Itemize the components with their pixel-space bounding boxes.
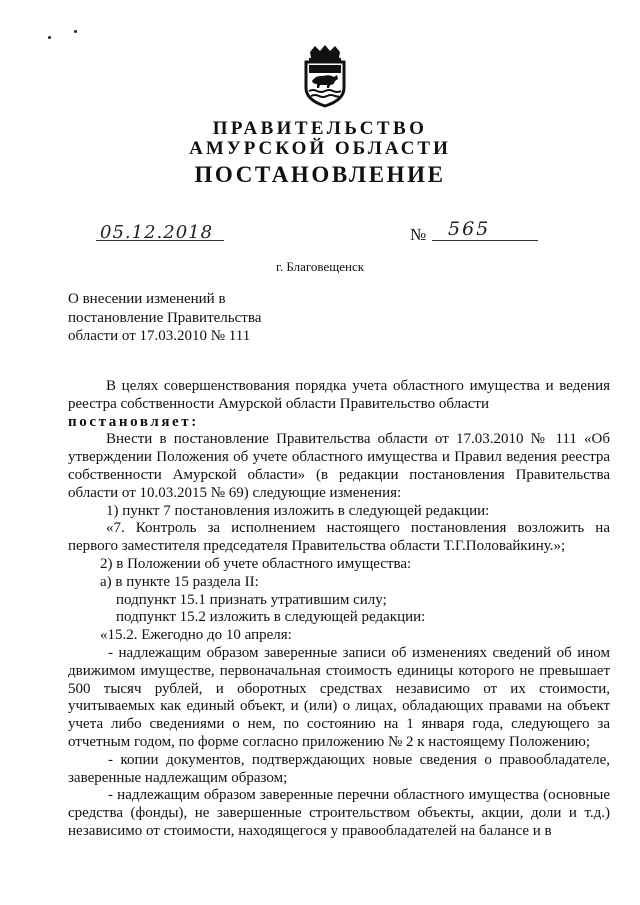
coat-of-arms-icon [296, 44, 354, 108]
body-paragraph: - надлежащим образом заверенные записи об изменениях сведений об ином движимом имуществе, первоначальная стоимость единицы которого не превышает 500 тысяч рублей, и оборотных средствах независимо от их стоимости, учитываемых как единый объект, и (или) о лицах, обладающих правами на объект учета либо сведениями о нем, по состоянию на 1 января года, следующего за отчетным годом, по форме согласно приложению № 2 к настоящему Положению; [68, 644, 610, 750]
header-region: АМУРСКОЙ ОБЛАСТИ [189, 138, 451, 159]
subject-block [68, 290, 261, 346]
body-paragraph: 2) в Положении об учете областного имущества: [100, 555, 412, 572]
body-paragraph: а) в пункте 15 раздела II: [100, 573, 259, 590]
decree-word: постановляет: [68, 413, 199, 430]
body-paragraph: «7. Контроль за исполнением настоящего постановления возложить на первого заместителя председателя Правительства области Т.Г.Половайкину.»; [68, 520, 610, 555]
body-paragraph: - копии документов, подтверждающих новые сведения о правообладателе, заверенные надлежащим образом; [68, 751, 610, 786]
scan-speck [74, 30, 77, 33]
body-paragraph: подпункт 15.2 изложить в следующей редакции: [116, 609, 426, 626]
body-paragraph: 1) пункт 7 постановления изложить в следующей редакции: [106, 502, 490, 519]
subject-line: области от 17.03.2010 № 111 [68, 328, 251, 344]
subject-line: постановление Правительства [68, 309, 262, 326]
preamble-paragraph: В целях совершенствования порядка учета областного имущества и ведения реестра собственности Амурской области Правительство области [68, 378, 610, 412]
body-paragraph: - надлежащим образом заверенные перечни областного имущества (основные средства (фонды), не завершенные строительством объекты, акции, доли и т.д.) независимо от стоимости, находящегося у правообладателей на балансе и в [68, 787, 610, 839]
document-body [68, 378, 610, 841]
document-date: 05.12.2018 [100, 222, 214, 243]
number-sign: № [410, 225, 427, 244]
subject-line: О внесении изменений в [68, 291, 226, 307]
number-underline [432, 240, 538, 241]
city-label: г. Благовещенск [275, 259, 365, 274]
date-underline [96, 240, 224, 241]
body-paragraph: Внести в постановление Правительства области от 17.03.2010 № 111 «Об утверждении Положения об учете областного имущества и Правил ведения реестра собственности Амурской области» (в редакции постановления Правительства области от 10.03.2015 № 69) следующие изменения: [68, 431, 610, 501]
body-paragraph: подпункт 15.1 признать утратившим силу; [116, 591, 387, 608]
scan-speck [48, 36, 51, 39]
body-paragraph: «15.2. Ежегодно до 10 апреля: [100, 627, 292, 644]
header-government: ПРАВИТЕЛЬСТВО [212, 118, 428, 139]
document-number: 565 [448, 218, 491, 240]
document-type-title: ПОСТАНОВЛЕНИЕ [194, 162, 446, 187]
